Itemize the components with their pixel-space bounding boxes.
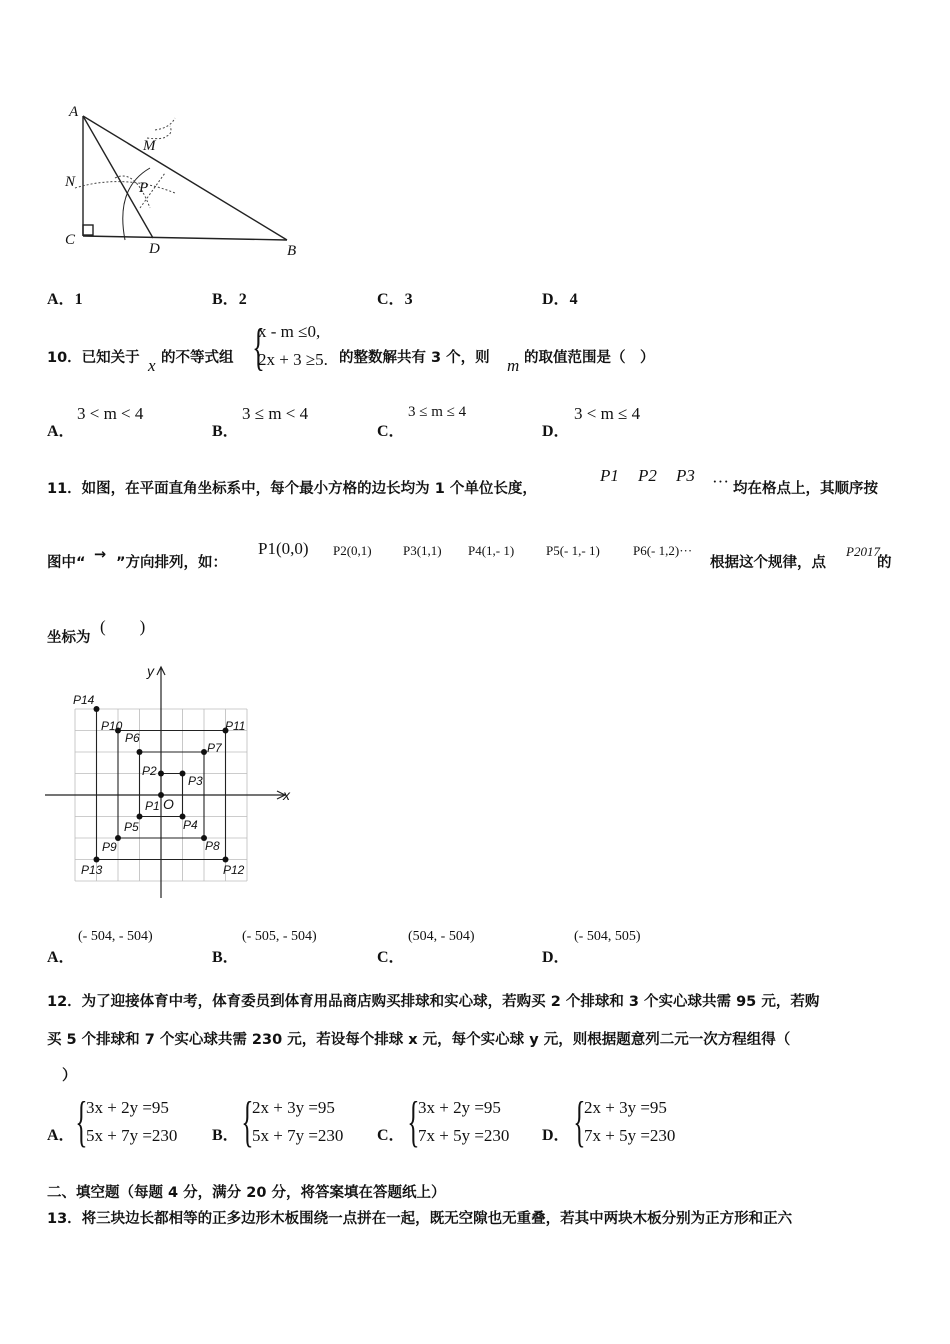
label-M: M — [143, 138, 156, 154]
label-P: P — [139, 180, 149, 196]
q11-p2: P2 — [638, 466, 657, 485]
p11-label: P11 — [225, 719, 246, 733]
q12-opt-d-label[interactable]: D． — [542, 1127, 570, 1144]
point-p3 — [180, 771, 186, 777]
q11-ellipsis: ··· — [712, 472, 729, 491]
q11-ex3: P3(1,1) — [403, 543, 442, 558]
q10-end: 的取值范围是（ ） — [524, 350, 655, 366]
q10-opt-c[interactable]: 3 ≤ m ≤ 4 — [408, 404, 467, 420]
p2-label: P2 — [142, 764, 157, 778]
q9-opt-d[interactable]: D．4 — [542, 291, 578, 308]
point-p14 — [94, 706, 100, 712]
q11-line3: 坐标为 — [47, 630, 91, 646]
q11-line2-end: 根据这个规律，点 — [710, 555, 826, 571]
q13-text: 13．将三块边长都相等的正多边形木板围绕一点拼在一起，既无空隙也无重叠，若其中两块木板分别为正方形和正六 — [47, 1211, 793, 1227]
q12-opt-b-label[interactable]: B． — [212, 1127, 239, 1144]
q12-line3: ） — [62, 1068, 77, 1084]
label-C: C — [65, 232, 76, 248]
p9-label: P9 — [102, 840, 117, 854]
q10-opt-d-label[interactable]: D． — [542, 423, 570, 440]
q9-opt-c[interactable]: C．3 — [377, 291, 413, 308]
point-p2 — [158, 771, 164, 777]
q9-opt-b[interactable]: B．2 — [212, 291, 247, 308]
q10-opt-d[interactable]: 3 < m ≤ 4 — [574, 404, 641, 423]
q12-opt-c-system[interactable]: 3x + 2y =95 7x + 5y =230 — [418, 1098, 510, 1145]
q10-mid: 的不等式组 — [161, 350, 234, 366]
q11-opt-c-label[interactable]: C． — [377, 949, 405, 966]
q11-ex1: P1(0,0) — [258, 539, 309, 558]
q10-prefix: 10．已知关于 — [47, 350, 140, 366]
q12-line1: 12．为了迎接体育中考，体育委员到体育用品商店购买排球和实心球，若购买 2 个排球和 3 个实心球共需 95 元，若购 — [47, 994, 820, 1010]
q12-opt-c-label[interactable]: C． — [377, 1127, 405, 1144]
p13-label: P13 — [81, 863, 103, 877]
q10-var-x: x — [148, 356, 156, 375]
p8-label: P8 — [205, 839, 220, 853]
p3-label: P3 — [188, 774, 203, 788]
q11-ex2: P2(0,1) — [333, 543, 372, 558]
label-D: D — [149, 241, 160, 257]
q11-ex4: P4(1,- 1) — [468, 543, 515, 558]
q11-line1-end: 均在格点上，其顺序按 — [733, 481, 878, 497]
q11-opt-c[interactable]: (504, - 504) — [408, 929, 475, 944]
triangle-figure — [55, 98, 315, 263]
q10-opt-a-label[interactable]: A． — [47, 423, 75, 440]
q9-opt-a[interactable]: A．1 — [47, 291, 83, 308]
q12-opt-b-brace: { — [241, 1091, 254, 1153]
point-p12 — [223, 857, 229, 863]
axis-x-label: x — [283, 787, 290, 803]
q11-opt-d[interactable]: (- 504, 505) — [574, 929, 641, 944]
q10-opt-b-label[interactable]: B． — [212, 423, 239, 440]
q11-line2-mid: ”方向排列，如： — [116, 555, 228, 571]
q11-p1: P1 — [600, 466, 619, 485]
p5-label: P5 — [124, 820, 139, 834]
q11-opt-a[interactable]: (- 504, - 504) — [78, 929, 153, 944]
q12-opt-d-brace: { — [573, 1091, 586, 1153]
spiral-grid-figure — [45, 662, 295, 900]
q12-opt-c-brace: { — [407, 1091, 420, 1153]
q10-suffix: 的整数解共有 3 个，则 — [339, 350, 490, 366]
axis-y-label: y — [147, 663, 154, 679]
q12-line2: 买 5 个排球和 7 个实心球共需 230 元，若设每个排球 x 元，每个实心球 y 元，则根据题意列二元一次方程组得（ — [47, 1032, 791, 1048]
q11-p3: P3 — [676, 466, 695, 485]
label-A: A — [69, 104, 79, 120]
p1-label: P1 — [145, 799, 160, 813]
q10-system: x - m ≤0, 2x + 3 ≥5. — [258, 322, 328, 369]
origin-label: O — [163, 796, 174, 812]
q11-arrow: → — [94, 547, 107, 563]
q11-opt-b[interactable]: (- 505, - 504) — [242, 929, 317, 944]
point-p13 — [94, 857, 100, 863]
q10-brace: { — [252, 319, 265, 376]
q10-opt-b[interactable]: 3 ≤ m < 4 — [242, 404, 309, 423]
q12-opt-b-system[interactable]: 2x + 3y =95 5x + 7y =230 — [252, 1098, 344, 1145]
q10-opt-a[interactable]: 3 < m < 4 — [77, 404, 144, 423]
p10-label: P10 — [101, 719, 123, 733]
q10-opt-c-label[interactable]: C． — [377, 423, 405, 440]
q11-line2-tail: 的 — [877, 555, 892, 571]
q12-opt-a-system[interactable]: 3x + 2y =95 5x + 7y =230 — [86, 1098, 178, 1145]
q11-ex6: P6(- 1,2)··· — [633, 543, 693, 558]
q11-blank: ( ) — [100, 617, 146, 636]
point-p6 — [137, 749, 143, 755]
p14-label: P14 — [73, 693, 95, 707]
p6-label: P6 — [125, 731, 140, 745]
q11-line2-start: 图中“ — [47, 555, 86, 571]
q11-target: P2017 — [846, 544, 880, 559]
q12-opt-d-system[interactable]: 2x + 3y =95 7x + 5y =230 — [584, 1098, 676, 1145]
q11-opt-a-label[interactable]: A． — [47, 949, 75, 966]
p7-label: P7 — [207, 741, 222, 755]
label-N: N — [65, 174, 76, 190]
q11-line1: 11．如图，在平面直角坐标系中，每个最小方格的边长均为 1 个单位长度， — [47, 481, 537, 497]
p12-label: P12 — [223, 863, 245, 877]
point-p5 — [137, 814, 143, 820]
q11-ex5: P5(- 1,- 1) — [546, 543, 600, 558]
p4-label: P4 — [183, 818, 198, 832]
label-B: B — [287, 243, 297, 259]
section2-heading: 二、填空题（每题 4 分，满分 20 分，将答案填在答题纸上） — [47, 1185, 446, 1201]
q12-opt-a-brace: { — [75, 1091, 88, 1153]
q10-var-m: m — [507, 356, 520, 375]
q11-opt-b-label[interactable]: B． — [212, 949, 239, 966]
q12-opt-a-label[interactable]: A． — [47, 1127, 75, 1144]
q11-opt-d-label[interactable]: D． — [542, 949, 570, 966]
